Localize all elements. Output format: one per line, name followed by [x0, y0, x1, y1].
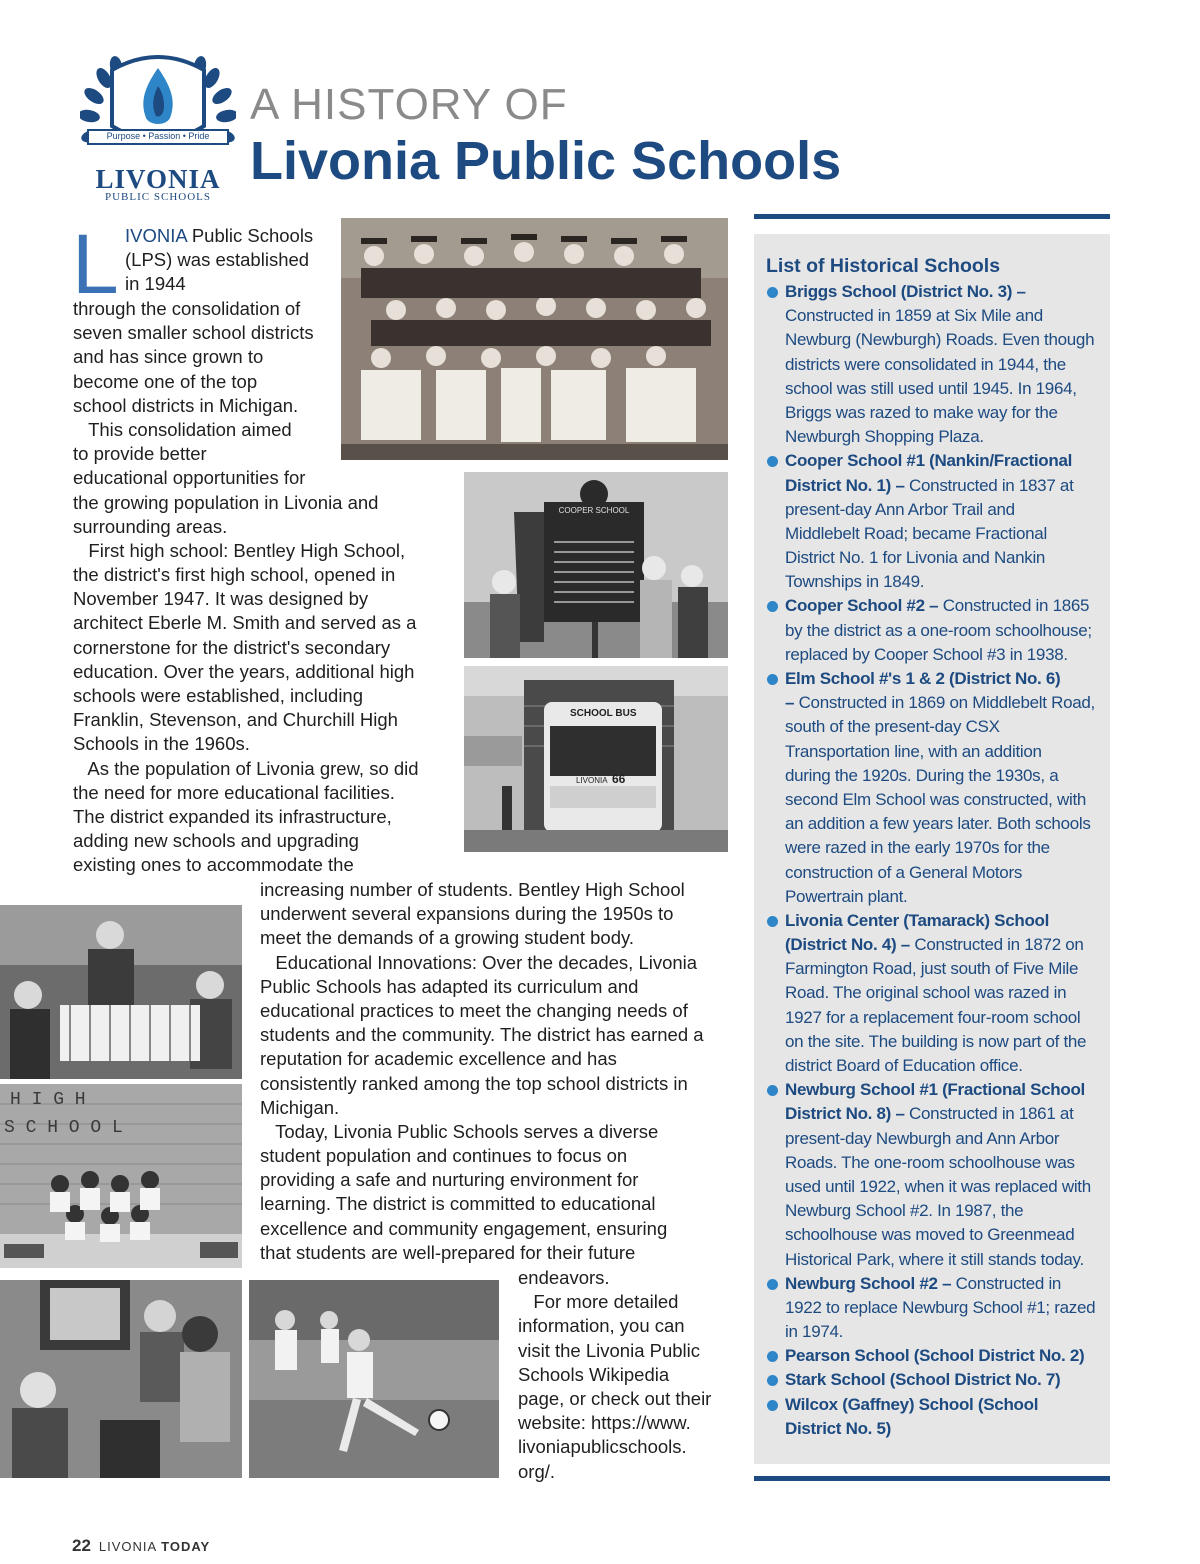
school-list-line — [766, 1320, 1106, 1344]
school-list-line — [766, 715, 1106, 739]
school-list-line — [766, 1054, 1106, 1078]
article-line: education. Over the years, additional high — [73, 660, 415, 682]
article-line: Michigan. — [260, 1096, 340, 1118]
school-list-line — [766, 377, 1106, 401]
school-detail: Townships in 1849. — [785, 572, 925, 592]
article-line: the growing population in Livonia and — [73, 491, 379, 513]
school-list-item — [766, 449, 1106, 473]
school-detail: 1927 for a replacement four-room school — [785, 1007, 1081, 1027]
article-line: and has since grown to — [73, 346, 264, 368]
school-list-line — [766, 1296, 1106, 1320]
school-list-line — [766, 1417, 1106, 1441]
school-list-item — [766, 1272, 1106, 1296]
article-line: Educational Innovations: Over the decades, Livonia — [260, 951, 698, 973]
article-line: educational opportunities for — [73, 467, 306, 489]
school-detail: by the district as a one-room schoolhouse; — [785, 620, 1092, 640]
bus-name: LIVONIA — [576, 776, 608, 785]
school-detail: school was still used until 1945. In 1964, — [785, 378, 1077, 398]
school-list-line — [766, 474, 1106, 498]
school-name: District No. 8) – — [785, 1104, 905, 1124]
school-name: District No. 1) – — [785, 475, 905, 495]
school-detail: District No. 1 for Livonia and Nankin — [785, 548, 1046, 568]
article-line: providing a safe and nurturing environment for — [260, 1169, 639, 1191]
school-detail: Constructed in 1861 at — [904, 1104, 1074, 1124]
article-line: become one of the top — [73, 370, 258, 392]
school-detail: on the site. The building is now part of the — [785, 1031, 1087, 1051]
district-logo — [80, 48, 236, 204]
article-line: consistently ranked among the top school districts in — [260, 1072, 688, 1094]
school-list-line — [766, 328, 1106, 352]
bullet-dot-icon — [767, 456, 778, 467]
article-line: information, you can — [518, 1315, 685, 1337]
page-footer — [72, 1536, 210, 1556]
bullet-dot-icon — [767, 1375, 778, 1386]
school-detail: in 1974. — [785, 1322, 844, 1342]
school-list-line — [766, 1006, 1106, 1030]
article-line: increasing number of students. Bentley High School — [260, 879, 685, 900]
article-line: website: https://www. — [518, 1412, 691, 1434]
school-list-line — [766, 861, 1106, 885]
sidebar-heading: List of Historical Schools — [766, 255, 1001, 277]
article-line: Public Schools has adapted its curriculum and — [260, 975, 639, 997]
school-list-line — [766, 1127, 1106, 1151]
school-detail: construction of a General Motors — [785, 862, 1023, 882]
school-name: Newburg School #2 – — [785, 1273, 952, 1293]
school-detail: Constructed in 1837 at — [904, 475, 1074, 495]
school-list-line — [766, 425, 1106, 449]
school-list-line — [766, 1223, 1106, 1247]
school-name: Newburg School #1 (Fractional School — [785, 1080, 1085, 1100]
bullet-dot-icon — [767, 1400, 778, 1411]
school-name: Wilcox (Gaffney) School (School — [785, 1394, 1039, 1414]
article-line: underwent several expansions during the 1950s to — [260, 903, 674, 925]
article-line: org/. — [518, 1460, 556, 1482]
school-detail: Powertrain plant. — [785, 886, 908, 906]
article-line: students and the community. The district has earned a — [260, 1024, 704, 1046]
article-lead-line: in 1944 — [125, 273, 186, 295]
article-line: schools were established, including — [73, 685, 364, 706]
school-detail: Historical Park, where it still stands today. — [785, 1249, 1084, 1269]
article-line: cornerstone for the district's secondary — [73, 636, 391, 658]
article-line: November 1947. It was designed by — [73, 588, 369, 610]
school-list-item — [766, 1368, 1106, 1392]
school-detail: schoolhouse was moved to Greenmead — [785, 1225, 1075, 1245]
article-line: Schools Wikipedia — [518, 1363, 670, 1385]
article-column-middle — [260, 878, 704, 1265]
school-list-line — [766, 570, 1106, 594]
school-detail: Transportation line, with an addition — [785, 741, 1042, 761]
school-detail: Constructed in 1869 on Middlebelt Road, — [794, 693, 1095, 713]
bullet-dot-icon — [767, 1351, 778, 1362]
article-line: learning. The district is committed to educational — [260, 1193, 656, 1215]
article-line: Schools in the 1960s. — [73, 733, 250, 755]
school-detail: Roads. The one-room schoolhouse was — [785, 1152, 1075, 1172]
article-line: through the consolidation of — [73, 298, 301, 319]
school-detail: districts were consolidated in 1944, the — [785, 354, 1066, 374]
bullet-dot-icon — [767, 287, 778, 298]
logo-name: LIVONIA — [95, 164, 221, 194]
article-lead-line: (LPS) was established — [125, 249, 310, 271]
article-line: First high school: Bentley High School, — [73, 539, 406, 561]
school-detail: an addition a few years later. Both schools — [785, 814, 1091, 834]
school-list-item — [766, 594, 1106, 618]
school-detail: Briggs was razed to make way for the — [785, 402, 1058, 422]
wall-letters-bottom: S C H O O L — [4, 1118, 123, 1138]
photo-school-bus — [464, 666, 728, 852]
school-list-line — [766, 740, 1106, 764]
school-detail: Newburg School #2. In 1987, the — [785, 1201, 1024, 1221]
school-name: Cooper School #1 (Nankin/Fractional — [785, 451, 1073, 471]
school-name: District No. 5) — [785, 1418, 892, 1438]
bullet-dot-icon — [767, 916, 778, 927]
school-list-line — [766, 1199, 1106, 1223]
photo-teacher-lab — [0, 1280, 242, 1478]
article-line: Franklin, Stevenson, and Churchill High — [73, 709, 398, 731]
school-list-item — [766, 909, 1106, 933]
article-line: architect Eberle M. Smith and served as a — [73, 612, 417, 634]
article-line: school districts in Michigan. — [73, 394, 299, 416]
school-name: Stark School (School District No. 7) — [785, 1370, 1061, 1390]
school-list-line — [766, 619, 1106, 643]
article-line: surrounding areas. — [73, 515, 228, 537]
school-name: Livonia Center (Tamarack) School — [785, 910, 1050, 930]
wall-letters-top: H I G H — [10, 1090, 86, 1110]
bullet-dot-icon — [767, 1085, 778, 1096]
school-detail: present-day Ann Arbor Trail and — [785, 499, 1015, 519]
logo-motto: Purpose • Passion • Pride — [106, 131, 210, 141]
page-number: 22 — [72, 1536, 91, 1555]
school-name: (District No. 4) – — [785, 935, 910, 955]
school-list-line — [766, 885, 1106, 909]
bullet-dot-icon — [767, 601, 778, 612]
school-list-line — [766, 1151, 1106, 1175]
school-name: – — [785, 693, 795, 713]
school-list-line — [766, 304, 1106, 328]
school-list-item — [766, 1393, 1106, 1417]
article-line: student population and continues to focus on — [260, 1145, 628, 1167]
article-column-lower — [518, 1266, 711, 1484]
school-detail: Road. The original school was razed in — [785, 983, 1067, 1003]
bus-sign: SCHOOL BUS — [570, 708, 637, 719]
school-detail: Constructed in 1872 on — [909, 935, 1084, 955]
article-line: meet the demands of a growing student body. — [260, 927, 635, 949]
school-detail: Constructed in 1859 at Six Mile and — [785, 306, 1043, 326]
school-detail: Constructed in — [951, 1273, 1062, 1293]
sidebar-rule-top — [754, 214, 1110, 219]
school-detail: district Board of Education office. — [785, 1056, 1023, 1075]
article-line: visit the Livonia Public — [518, 1339, 701, 1361]
article-lead-line: IVONIA Public Schools — [125, 225, 314, 246]
lead-word: IVONIA — [125, 225, 187, 246]
drop-cap: L — [72, 217, 119, 311]
article-line: educational practices to meet the changing needs of — [260, 999, 688, 1021]
school-detail: south of the present-day CSX — [785, 717, 1000, 737]
article-line: reputation for academic excellence and has — [260, 1048, 617, 1070]
sidebar-rule-bottom — [754, 1476, 1110, 1481]
article-line: seven smaller school districts — [73, 322, 314, 344]
school-name: Cooper School #2 – — [785, 596, 939, 616]
article-line: the district's first high school, opened in — [73, 564, 396, 586]
school-list-line — [766, 691, 1106, 715]
publication-name-bold: TODAY — [161, 1539, 211, 1554]
photo-graduating-class — [341, 218, 728, 460]
school-list-line — [766, 401, 1106, 425]
school-list-item — [766, 280, 1106, 304]
school-detail: during the 1920s. During the 1930s, a — [785, 765, 1059, 785]
article-lead — [125, 224, 313, 297]
school-detail: replaced by Cooper School #3 in 1938. — [785, 644, 1068, 664]
article-line: endeavors. — [518, 1267, 610, 1288]
school-list-item — [766, 1078, 1106, 1102]
article-line: livoniapublicschools. — [518, 1436, 687, 1458]
article-line: to provide better — [73, 443, 207, 465]
school-detail: present-day Newburgh and Ann Arbor — [785, 1128, 1060, 1148]
school-detail: used until 1922, when it was replaced with — [785, 1176, 1091, 1196]
school-list-line — [766, 1030, 1106, 1054]
school-detail: Constructed in 1865 — [938, 596, 1090, 616]
historical-schools-list — [766, 280, 1106, 1441]
article-line: page, or check out their — [518, 1387, 712, 1409]
article-line: As the population of Livonia grew, so did — [73, 757, 419, 779]
article-line: This consolidation aimed — [73, 418, 292, 440]
school-list-line — [766, 836, 1106, 860]
school-detail: were razed in the early 1970s for the — [785, 838, 1050, 858]
school-list-line — [766, 1175, 1106, 1199]
school-list-line — [766, 812, 1106, 836]
bullet-dot-icon — [767, 674, 778, 685]
article-line: Today, Livonia Public Schools serves a diverse — [260, 1120, 659, 1142]
article-line: the need for more educational facilities. — [73, 781, 395, 803]
page-title: Livonia Public Schools — [250, 131, 842, 191]
school-detail: Newburg (Newburgh) Roads. Even though — [785, 330, 1095, 350]
school-detail: 1922 to replace Newburg School #1; razed — [785, 1297, 1096, 1317]
photo-cheerleaders — [0, 1084, 242, 1268]
school-name: Briggs School (District No. 3) – — [785, 282, 1026, 301]
school-list-line — [766, 498, 1106, 522]
school-list-line — [766, 643, 1106, 667]
school-list-line — [766, 522, 1106, 546]
school-list-line — [766, 1102, 1106, 1126]
article-line: The district expanded its infrastructure, — [73, 805, 392, 827]
marker-plaque-title: COOPER SCHOOL — [558, 506, 630, 515]
bus-number: 66 — [612, 772, 626, 786]
article-line: existing ones to accommodate the — [73, 854, 354, 876]
school-list-line — [766, 788, 1106, 812]
logo-sub: PUBLIC SCHOOLS — [105, 191, 211, 203]
article-line: that students are well-prepared for their future — [260, 1241, 636, 1263]
school-detail: second Elm School was constructed, with — [785, 789, 1087, 809]
school-list-line — [766, 546, 1106, 570]
school-list-line — [766, 1248, 1106, 1272]
school-name: Pearson School (School District No. 2) — [785, 1346, 1085, 1366]
school-name: Elm School #'s 1 & 2 (District No. 6) — [785, 669, 1061, 688]
photo-historical-marker — [464, 472, 728, 658]
photo-students-model — [0, 905, 242, 1079]
article-line: For more detailed — [518, 1291, 679, 1313]
article-line: adding new schools and upgrading — [73, 830, 359, 852]
school-list-item — [766, 667, 1106, 691]
title-kicker: A HISTORY OF — [250, 80, 568, 129]
article-line: excellence and community engagement, ensuring — [260, 1217, 668, 1239]
school-list-line — [766, 957, 1106, 981]
school-detail: Farmington Road, just south of Five Mile — [785, 959, 1079, 979]
school-detail: Newburgh Shopping Plaza. — [785, 427, 984, 447]
school-list-line — [766, 981, 1106, 1005]
school-list-item — [766, 1344, 1106, 1368]
school-list-line — [766, 353, 1106, 377]
school-detail: Middlebelt Road; became Fractional — [785, 523, 1047, 543]
bullet-dot-icon — [767, 1279, 778, 1290]
school-list-line — [766, 933, 1106, 957]
school-list-line — [766, 764, 1106, 788]
photo-soccer-game — [249, 1280, 499, 1478]
publication-name: LIVONIA — [98, 1539, 157, 1554]
